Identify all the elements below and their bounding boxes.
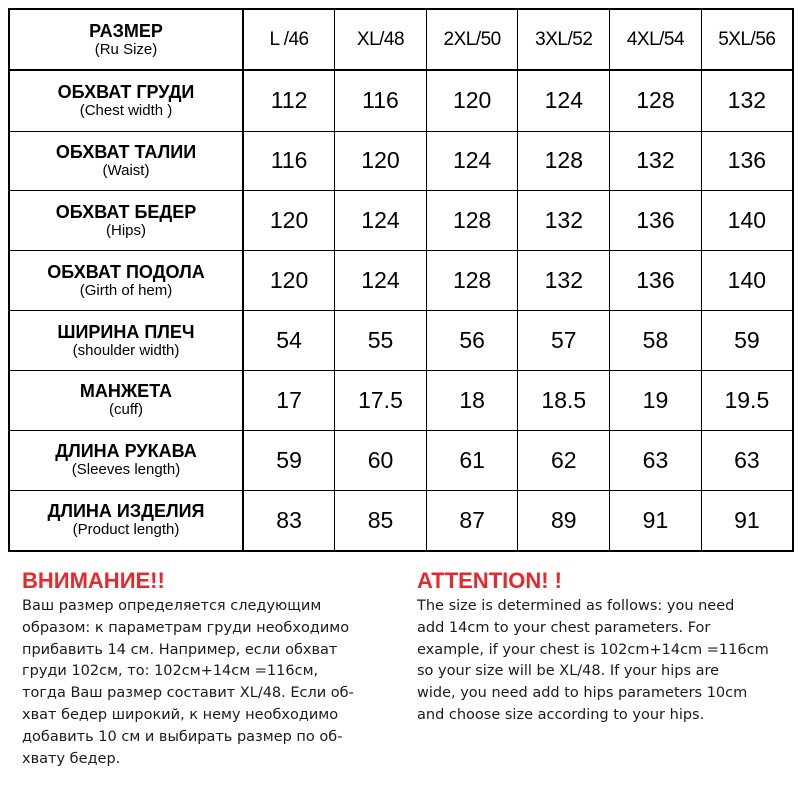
measure-value-cell [610,191,702,251]
measure-value-cell [701,191,793,251]
measure-value: 140 [727,207,767,234]
measure-value-cell [243,371,335,431]
measure-value: 83 [276,506,302,533]
note-line: тогда Ваш размер составит XL/48. Если об- [22,685,354,702]
measure-value-cell [335,251,427,311]
measure-value: 140 [727,267,767,294]
measure-value: 91 [642,506,669,533]
measure-value: 60 [367,446,394,473]
size-header: XL/48 [356,28,405,50]
note-line: хвату бедер. [22,750,121,767]
note-line: добавить 10 см и выбирать размер по об- [22,728,343,745]
measure-value-cell [426,70,518,131]
measure-value: 62 [551,446,577,473]
measure-value: 59 [276,446,302,473]
note-line: Ваш размер определяется следующим [22,598,322,614]
measure-value: 128 [636,87,675,114]
measure-value: 132 [636,147,675,174]
measure-label-cell [9,70,243,131]
measure-value: 87 [459,506,485,533]
measure-label-ru: ШИРИНА ПЛЕЧ [57,321,195,342]
measure-label-en: (Product length) [72,521,180,539]
measure-value-cell [701,430,793,490]
note-line: груди 102см, то: 102см+14см =116см, [22,663,319,680]
measure-value-cell [518,70,610,131]
measure-value-cell [701,311,793,371]
measure-value: 124 [544,87,583,114]
measure-value: 56 [459,327,485,354]
attention-text-ru [22,596,412,770]
size-header-cell [243,9,335,70]
size-chart-body [9,9,793,551]
note-line: example, if your chest is 102cm+14cm =116cm [417,641,769,658]
measure-value: 128 [544,147,583,174]
measure-value-cell [335,430,427,490]
measure-value-cell [243,490,335,551]
measure-value: 116 [362,87,399,114]
measure-value-cell [518,430,610,490]
table-row [9,371,793,431]
measure-label-en: (Chest width ) [79,101,173,119]
measure-value-cell [335,70,427,131]
measure-value-cell [518,131,610,191]
measure-value-cell [243,311,335,371]
measure-value-cell [701,131,793,191]
note-line: so your size will be XL/48. If your hips are [417,663,720,680]
measure-value: 54 [276,327,302,354]
measure-label-ru: ДЛИНА РУКАВА [55,441,197,462]
table-row [9,70,793,131]
size-header-cell [610,9,702,70]
measure-value: 120 [361,147,400,174]
measure-value-cell [243,251,335,311]
size-header-cell [701,9,793,70]
measure-value: 85 [367,506,394,533]
measure-value: 59 [734,327,760,354]
attention-note-en [417,568,800,727]
measure-value-cell [426,251,518,311]
measure-value: 132 [727,87,767,114]
measure-label-cell [9,490,243,551]
measure-value: 57 [551,327,577,354]
measure-value-cell [701,251,793,311]
measure-label-cell [9,131,243,191]
measure-label-ru: ДЛИНА ИЗДЕЛИЯ [47,501,205,522]
measure-value: 55 [367,327,394,354]
measure-value: 63 [734,446,760,473]
measure-label-ru: ОБХВАТ БЕДЕР [55,201,197,222]
measure-value: 89 [551,506,577,533]
measure-value-cell [518,490,610,551]
measure-value-cell [426,311,518,371]
measure-value: 61 [459,446,485,473]
measure-value: 124 [452,147,492,174]
measure-value: 19 [642,386,669,413]
note-line: wide, you need add to hips parameters 10cm [417,685,748,702]
measure-label-en: (Girth of hem) [79,281,173,299]
measure-value-cell [518,311,610,371]
measure-value: 132 [544,267,583,294]
measure-value: 58 [642,327,669,354]
measure-value-cell [243,191,335,251]
note-line: and choose size according to your hips. [417,706,705,723]
table-row [9,490,793,551]
measure-label-ru: ОБХВАТ ГРУДИ [57,81,195,102]
measure-label-ru: ОБХВАТ ТАЛИИ [55,141,197,162]
measure-value-cell [335,311,427,371]
table-row [9,131,793,191]
measure-value: 116 [270,147,308,174]
measure-value-cell [426,430,518,490]
measure-label-cell [9,251,243,311]
note-line: хват бедер широкий, к нему необходимо [22,706,339,723]
measure-value: 120 [269,267,309,294]
measure-value-cell [243,70,335,131]
measure-value: 136 [636,207,675,234]
measure-label-en: (shoulder width) [72,341,180,359]
attention-text-en [417,596,800,727]
measure-value-cell [610,70,702,131]
measure-label-ru: ОБХВАТ ПОДОЛА [47,261,205,282]
measure-value-cell [518,251,610,311]
size-header-cell [335,9,427,70]
measure-label-en: (Sleeves length) [71,461,181,479]
measure-value: 132 [544,207,583,234]
measure-value: 18.5 [541,386,587,413]
attention-note-ru [22,568,412,770]
measure-value-cell [701,490,793,551]
measure-value: 136 [636,267,675,294]
measure-value-cell [610,490,702,551]
measure-label-ru: МАНЖЕТА [79,381,173,402]
measure-label-en: (cuff) [109,401,143,419]
measure-value: 18 [459,386,485,413]
header-label-ru: РАЗМЕР [89,20,163,41]
measure-value-cell [426,490,518,551]
measure-value-cell [243,131,335,191]
note-line: прибавить 14 см. Например, если обхват [22,641,338,658]
table-row [9,251,793,311]
measure-value: 63 [642,446,669,473]
measure-value: 128 [452,267,492,294]
measure-value: 120 [269,207,309,234]
measure-value: 19.5 [724,386,770,413]
table-row [9,191,793,251]
size-header: 5XL/56 [718,28,776,50]
header-label-cell [9,9,243,70]
header-label-en: (Ru Size) [94,40,158,58]
size-header-cell [518,9,610,70]
size-header: 4XL/54 [626,28,685,50]
measure-value-cell [701,70,793,131]
measure-value-cell [426,371,518,431]
measure-value-cell [335,131,427,191]
attention-title-en: ATTENTION! ! [417,568,563,593]
size-header-cell [426,9,518,70]
measure-value: 124 [361,267,400,294]
measure-value-cell [426,131,518,191]
header-row [9,9,793,70]
measure-label-cell [9,371,243,431]
measure-label-en: (Waist) [102,161,150,179]
table-row [9,430,793,490]
measure-value-cell [243,430,335,490]
measure-label-cell [9,430,243,490]
measure-value-cell [426,191,518,251]
measure-value: 128 [452,207,492,234]
measure-value: 136 [727,147,767,174]
measure-value-cell [610,251,702,311]
size-header: L /46 [269,28,309,50]
measure-value: 124 [361,207,400,234]
table-row [9,311,793,371]
note-line: add 14cm to your chest parameters. For [417,619,711,636]
measure-label-cell [9,191,243,251]
measure-value-cell [518,191,610,251]
measure-value-cell [610,371,702,431]
note-line: The size is determined as follows: you need [417,598,735,614]
size-header: 2XL/50 [443,28,501,50]
note-line: образом: к параметрам груди необходимо [22,619,350,636]
measure-value: 112 [270,87,308,114]
measure-label-cell [9,311,243,371]
measure-value: 17.5 [358,386,403,413]
attention-title-ru: ВНИМАНИЕ!! [22,568,165,593]
measure-value-cell [335,191,427,251]
measure-value: 120 [452,87,492,114]
measure-value-cell [518,371,610,431]
measure-value-cell [701,371,793,431]
measure-value-cell [610,311,702,371]
measure-value-cell [335,490,427,551]
measure-value: 91 [734,506,760,533]
size-header: 3XL/52 [535,28,593,50]
measure-value-cell [335,371,427,431]
size-chart-table [8,8,794,552]
measure-value-cell [610,131,702,191]
measure-value: 17 [276,386,302,413]
measure-label-en: (Hips) [106,221,146,239]
measure-value-cell [610,430,702,490]
